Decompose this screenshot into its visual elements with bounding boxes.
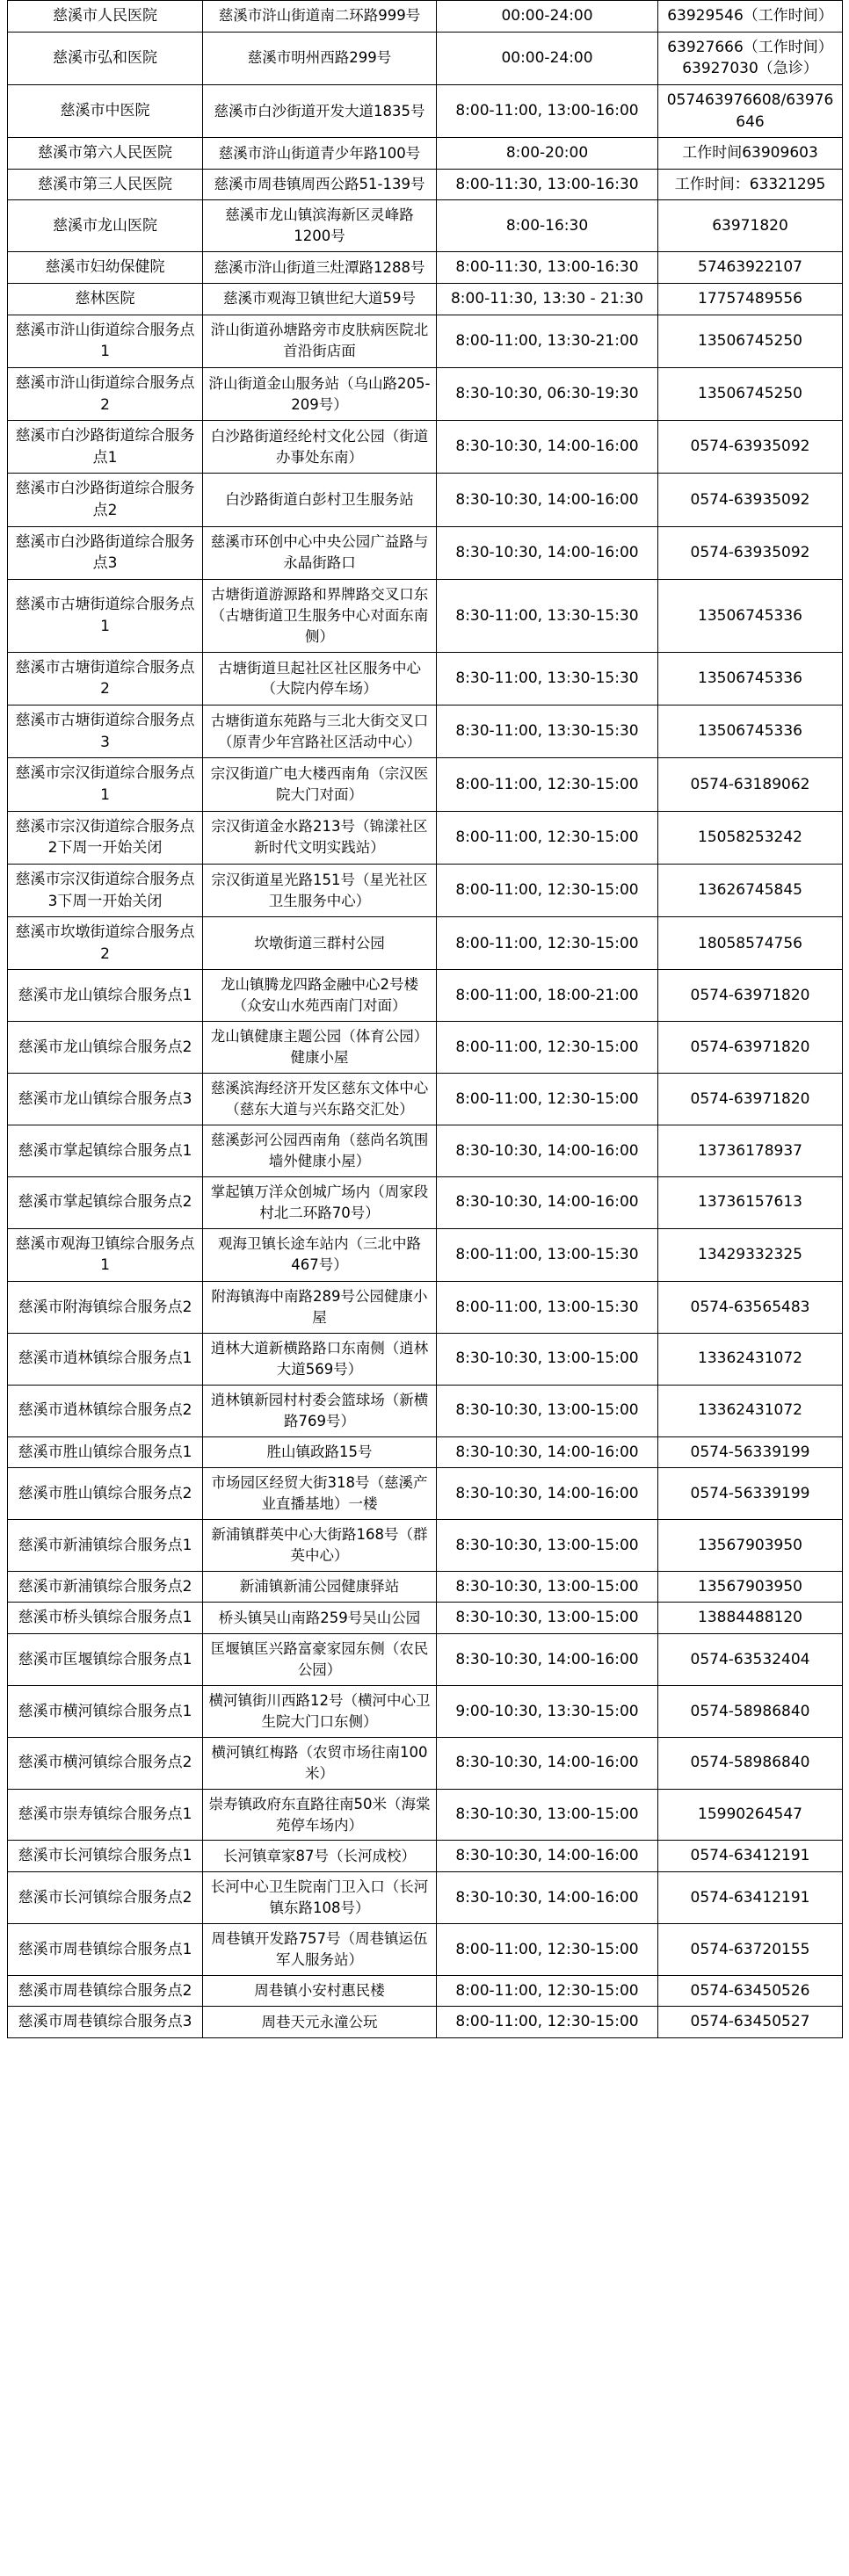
table-row	[8, 367, 843, 420]
cell-address: 新浦镇新浦公园健康驿站	[203, 1571, 437, 1603]
cell-phone: 0574-63935092	[658, 474, 843, 526]
cell-service-hours: 8:00-11:00, 12:30-15:00	[437, 811, 658, 864]
cell-address: 宗汉街道星光路151号（星光社区卫生服务中心）	[203, 864, 437, 916]
cell-address: 周巷镇开发路757号（周巷镇运伍军人服务站）	[203, 1923, 437, 1975]
cell-institution-name: 慈溪市第六人民医院	[8, 138, 203, 170]
cell-service-hours: 8:30-10:30, 13:00-15:00	[437, 1385, 658, 1436]
cell-phone: 0574-63532404	[658, 1634, 843, 1686]
cell-service-hours: 8:30-10:30, 14:00-16:00	[437, 474, 658, 526]
cell-phone: 17757489556	[658, 283, 843, 315]
cell-address: 逍林大道新横路路口东南侧（逍林大道569号）	[203, 1333, 437, 1385]
cell-address: 慈溪市浒山街道三灶潭路1288号	[203, 252, 437, 284]
cell-institution-name: 慈溪市古塘街道综合服务点2	[8, 652, 203, 705]
cell-institution-name: 慈溪市新浦镇综合服务点1	[8, 1519, 203, 1571]
table-row	[8, 864, 843, 916]
cell-phone: 0574-63971820	[658, 1022, 843, 1074]
cell-service-hours: 8:00-11:00, 12:30-15:00	[437, 917, 658, 970]
cell-service-hours: 8:00-11:30, 13:30 - 21:30	[437, 283, 658, 315]
cell-phone: 工作时间63909603	[658, 138, 843, 170]
cell-service-hours: 8:30-10:30, 14:00-16:00	[437, 1872, 658, 1924]
cell-institution-name: 慈溪市龙山镇综合服务点2	[8, 1022, 203, 1074]
cell-institution-name: 慈溪市周巷镇综合服务点2	[8, 1975, 203, 2007]
cell-institution-name: 慈溪市浒山街道综合服务点2	[8, 367, 203, 420]
cell-phone: 13506745250	[658, 367, 843, 420]
table-row	[8, 1022, 843, 1074]
cell-institution-name: 慈溪市掌起镇综合服务点2	[8, 1176, 203, 1228]
cell-address: 白沙路街道经纶村文化公园（街道办事处东南）	[203, 421, 437, 474]
cell-phone: 0574-63412191	[658, 1841, 843, 1872]
table-row	[8, 138, 843, 170]
cell-institution-name: 慈溪市横河镇综合服务点2	[8, 1737, 203, 1789]
table-row	[8, 84, 843, 137]
cell-address: 观海卫镇长途车站内（三北中路467号）	[203, 1228, 437, 1281]
table-row	[8, 1789, 843, 1841]
table-row	[8, 1841, 843, 1872]
cell-institution-name: 慈溪市妇幼保健院	[8, 252, 203, 284]
table-row	[8, 1872, 843, 1924]
cell-service-hours: 8:00-20:00	[437, 138, 658, 170]
cell-phone: 0574-58986840	[658, 1685, 843, 1737]
table-row	[8, 1571, 843, 1603]
table-row	[8, 811, 843, 864]
cell-service-hours: 8:00-16:30	[437, 200, 658, 252]
cell-address: 慈溪市浒山街道青少年路100号	[203, 138, 437, 170]
cell-address: 慈溪滨海经济开发区慈东文体中心（慈东大道与兴东路交汇处）	[203, 1074, 437, 1125]
cell-service-hours: 8:00-11:00, 12:30-15:00	[437, 1975, 658, 2007]
cell-phone: 63927666（工作时间）63927030（急诊）	[658, 32, 843, 84]
cell-service-hours: 8:00-11:00, 12:30-15:00	[437, 864, 658, 916]
table-row	[8, 1436, 843, 1468]
cell-phone: 0574-56339199	[658, 1436, 843, 1468]
cell-service-hours: 8:30-10:30, 14:00-16:00	[437, 1841, 658, 1872]
table-row	[8, 970, 843, 1022]
cell-institution-name: 慈溪市崇寿镇综合服务点1	[8, 1789, 203, 1841]
table-row	[8, 200, 843, 252]
cell-institution-name: 慈溪市周巷镇综合服务点3	[8, 2007, 203, 2038]
cell-address: 附海镇海中南路289号公园健康小屋	[203, 1281, 437, 1333]
cell-service-hours: 8:00-11:00, 13:30-21:00	[437, 315, 658, 367]
cell-service-hours: 8:30-10:30, 13:00-15:00	[437, 1603, 658, 1634]
cell-institution-name: 慈溪市龙山镇综合服务点1	[8, 970, 203, 1022]
cell-service-hours: 8:30-11:00, 13:30-15:30	[437, 580, 658, 653]
table-row	[8, 32, 843, 84]
cell-address: 龙山镇健康主题公园（体育公园）健康小屋	[203, 1022, 437, 1074]
cell-institution-name: 慈溪市宗汉街道综合服务点2下周一开始关闭	[8, 811, 203, 864]
cell-service-hours: 9:00-10:30, 13:30-15:00	[437, 1685, 658, 1737]
cell-address: 慈溪市观海卫镇世纪大道59号	[203, 283, 437, 315]
cell-institution-name: 慈林医院	[8, 283, 203, 315]
table-row	[8, 1333, 843, 1385]
cell-service-hours: 8:00-11:00, 12:30-15:00	[437, 758, 658, 811]
table-row	[8, 1176, 843, 1228]
cell-institution-name: 慈溪市胜山镇综合服务点2	[8, 1468, 203, 1520]
cell-phone: 0574-63935092	[658, 526, 843, 579]
cell-address: 浒山街道金山服务站（乌山路205-209号）	[203, 367, 437, 420]
cell-service-hours: 8:30-10:30, 14:00-16:00	[437, 1468, 658, 1520]
cell-institution-name: 慈溪市龙山镇综合服务点3	[8, 1074, 203, 1125]
table-row	[8, 1228, 843, 1281]
cell-institution-name: 慈溪市弘和医院	[8, 32, 203, 84]
cell-service-hours: 8:00-11:00, 13:00-15:30	[437, 1281, 658, 1333]
table-row	[8, 580, 843, 653]
table-row	[8, 421, 843, 474]
cell-institution-name: 慈溪市掌起镇综合服务点1	[8, 1125, 203, 1177]
cell-address: 逍林镇新园村村委会篮球场（新横路769号）	[203, 1385, 437, 1436]
cell-address: 桥头镇吴山南路259号吴山公园	[203, 1603, 437, 1634]
cell-institution-name: 慈溪市古塘街道综合服务点1	[8, 580, 203, 653]
cell-service-hours: 8:30-11:00, 13:30-15:30	[437, 706, 658, 758]
cell-institution-name: 慈溪市第三人民医院	[8, 169, 203, 200]
cell-institution-name: 慈溪市坎墩街道综合服务点2	[8, 917, 203, 970]
cell-institution-name: 慈溪市逍林镇综合服务点2	[8, 1385, 203, 1436]
cell-service-hours: 8:00-11:00, 12:30-15:00	[437, 1022, 658, 1074]
cell-address: 坎墩街道三群村公园	[203, 917, 437, 970]
cell-institution-name: 慈溪市宗汉街道综合服务点3下周一开始关闭	[8, 864, 203, 916]
table-body	[8, 1, 843, 2038]
cell-phone: 15058253242	[658, 811, 843, 864]
cell-institution-name: 慈溪市宗汉街道综合服务点1	[8, 758, 203, 811]
cell-phone: 13429332325	[658, 1228, 843, 1281]
cell-phone: 0574-63450526	[658, 1975, 843, 2007]
cell-service-hours: 8:30-10:30, 14:00-16:00	[437, 1634, 658, 1686]
cell-phone: 13567903950	[658, 1519, 843, 1571]
cell-service-hours: 8:30-10:30, 14:00-16:00	[437, 526, 658, 579]
cell-institution-name: 慈溪市新浦镇综合服务点2	[8, 1571, 203, 1603]
cell-phone: 0574-63971820	[658, 970, 843, 1022]
cell-phone: 13506745336	[658, 580, 843, 653]
cell-service-hours: 00:00-24:00	[437, 32, 658, 84]
cell-institution-name: 慈溪市逍林镇综合服务点1	[8, 1333, 203, 1385]
cell-institution-name: 慈溪市白沙路街道综合服务点3	[8, 526, 203, 579]
table-row	[8, 758, 843, 811]
table-row	[8, 1281, 843, 1333]
cell-service-hours: 8:30-10:30, 13:00-15:00	[437, 1789, 658, 1841]
cell-phone: 13506745250	[658, 315, 843, 367]
cell-address: 古塘街道游源路和界牌路交叉口东（古塘街道卫生服务中心对面东南侧）	[203, 580, 437, 653]
table-row	[8, 1737, 843, 1789]
cell-institution-name: 慈溪市龙山医院	[8, 200, 203, 252]
cell-phone: 13736178937	[658, 1125, 843, 1177]
table-row	[8, 169, 843, 200]
cell-address: 宗汉街道金水路213号（锦漾社区新时代文明实践站）	[203, 811, 437, 864]
cell-phone: 0574-63935092	[658, 421, 843, 474]
table-row	[8, 1634, 843, 1686]
cell-service-hours: 8:30-10:30, 13:00-15:00	[437, 1571, 658, 1603]
cell-address: 慈溪市白沙街道开发大道1835号	[203, 84, 437, 137]
cell-service-hours: 8:30-10:30, 14:00-16:00	[437, 1176, 658, 1228]
cell-address: 横河镇街川西路12号（横河中心卫生院大门口东侧）	[203, 1685, 437, 1737]
cell-phone: 工作时间：63321295	[658, 169, 843, 200]
cell-service-hours: 8:00-11:00, 13:00-15:30	[437, 1228, 658, 1281]
cell-address: 慈溪市明州西路299号	[203, 32, 437, 84]
table-row	[8, 917, 843, 970]
cell-service-hours: 8:00-11:00, 12:30-15:00	[437, 2007, 658, 2038]
cell-address: 长河镇章家87号（长河成校）	[203, 1841, 437, 1872]
cell-institution-name: 慈溪市横河镇综合服务点1	[8, 1685, 203, 1737]
cell-service-hours: 8:30-10:30, 14:00-16:00	[437, 1737, 658, 1789]
cell-service-hours: 8:30-10:30, 14:00-16:00	[437, 1436, 658, 1468]
cell-address: 崇寿镇政府东直路往南50米（海棠苑停车场内）	[203, 1789, 437, 1841]
cell-service-hours: 00:00-24:00	[437, 1, 658, 33]
cell-address: 宗汉街道广电大楼西南角（宗汉医院大门对面）	[203, 758, 437, 811]
cell-address: 长河中心卫生院南门卫入口（长河镇东路108号）	[203, 1872, 437, 1924]
cell-address: 慈溪市龙山镇滨海新区灵峰路1200号	[203, 200, 437, 252]
table-row	[8, 283, 843, 315]
cell-service-hours: 8:30-10:30, 13:00-15:00	[437, 1333, 658, 1385]
cell-phone: 63971820	[658, 200, 843, 252]
cell-phone: 0574-63189062	[658, 758, 843, 811]
cell-phone: 15990264547	[658, 1789, 843, 1841]
table-row	[8, 652, 843, 705]
table-row	[8, 252, 843, 284]
table-row	[8, 1074, 843, 1125]
cell-service-hours: 8:00-11:30, 13:00-16:30	[437, 169, 658, 200]
cell-institution-name: 慈溪市白沙路街道综合服务点1	[8, 421, 203, 474]
cell-institution-name: 慈溪市桥头镇综合服务点1	[8, 1603, 203, 1634]
cell-service-hours: 8:30-10:30, 14:00-16:00	[437, 1125, 658, 1177]
cell-institution-name: 慈溪市匡堰镇综合服务点1	[8, 1634, 203, 1686]
cell-institution-name: 慈溪市白沙路街道综合服务点2	[8, 474, 203, 526]
table-row	[8, 1685, 843, 1737]
table-row	[8, 1519, 843, 1571]
cell-institution-name: 慈溪市中医院	[8, 84, 203, 137]
cell-service-hours: 8:00-11:30, 13:00-16:30	[437, 252, 658, 284]
table-row	[8, 1923, 843, 1975]
cell-address: 慈溪市周巷镇周西公路51-139号	[203, 169, 437, 200]
cell-phone: 13884488120	[658, 1603, 843, 1634]
cell-phone: 0574-63412191	[658, 1872, 843, 1924]
table-row	[8, 1, 843, 33]
cell-phone: 0574-63565483	[658, 1281, 843, 1333]
table-row	[8, 526, 843, 579]
table-row	[8, 1385, 843, 1436]
cell-address: 周巷镇小安村惠民楼	[203, 1975, 437, 2007]
cell-institution-name: 慈溪市周巷镇综合服务点1	[8, 1923, 203, 1975]
cell-service-hours: 8:00-11:00, 12:30-15:00	[437, 1923, 658, 1975]
cell-institution-name: 慈溪市附海镇综合服务点2	[8, 1281, 203, 1333]
cell-institution-name: 慈溪市长河镇综合服务点1	[8, 1841, 203, 1872]
table-row	[8, 1603, 843, 1634]
cell-address: 古塘街道东苑路与三北大街交叉口（原青少年宫路社区活动中心）	[203, 706, 437, 758]
cell-address: 横河镇红梅路（农贸市场往南100米）	[203, 1737, 437, 1789]
cell-address: 新浦镇群英中心大街路168号（群英中心）	[203, 1519, 437, 1571]
cell-phone: 13362431072	[658, 1385, 843, 1436]
cell-phone: 63929546（工作时间）	[658, 1, 843, 33]
cell-address: 胜山镇政路15号	[203, 1436, 437, 1468]
cell-address: 慈溪市环创中心中央公园广益路与永晶街路口	[203, 526, 437, 579]
cell-service-hours: 8:00-11:00, 18:00-21:00	[437, 970, 658, 1022]
cell-service-hours: 8:00-11:00, 12:30-15:00	[437, 1074, 658, 1125]
cell-phone: 13626745845	[658, 864, 843, 916]
cell-phone: 0574-63971820	[658, 1074, 843, 1125]
cell-phone: 0574-63720155	[658, 1923, 843, 1975]
cell-address: 慈溪市浒山街道南二环路999号	[203, 1, 437, 33]
cell-service-hours: 8:30-10:30, 13:00-15:00	[437, 1519, 658, 1571]
cell-institution-name: 慈溪市长河镇综合服务点2	[8, 1872, 203, 1924]
cell-phone: 13736157613	[658, 1176, 843, 1228]
cell-institution-name: 慈溪市人民医院	[8, 1, 203, 33]
cell-address: 龙山镇腾龙四路金融中心2号楼（众安山水苑西南门对面）	[203, 970, 437, 1022]
cell-phone: 13506745336	[658, 706, 843, 758]
service-points-table	[7, 0, 843, 2038]
cell-service-hours: 8:30-10:30, 14:00-16:00	[437, 421, 658, 474]
cell-service-hours: 8:30-10:30, 06:30-19:30	[437, 367, 658, 420]
cell-address: 白沙路街道白彭村卫生服务站	[203, 474, 437, 526]
table-row	[8, 1468, 843, 1520]
cell-phone: 18058574756	[658, 917, 843, 970]
cell-address: 慈溪彭河公园西南角（慈尚名筑围墙外健康小屋）	[203, 1125, 437, 1177]
cell-phone: 0574-63450527	[658, 2007, 843, 2038]
cell-institution-name: 慈溪市浒山街道综合服务点1	[8, 315, 203, 367]
cell-phone: 0574-58986840	[658, 1737, 843, 1789]
cell-address: 古塘街道旦起社区社区服务中心（大院内停车场）	[203, 652, 437, 705]
cell-phone: 13506745336	[658, 652, 843, 705]
cell-phone: 13567903950	[658, 1571, 843, 1603]
table-row	[8, 706, 843, 758]
table-row	[8, 2007, 843, 2038]
cell-address: 匡堰镇匡兴路富豪家园东侧（农民公园）	[203, 1634, 437, 1686]
cell-phone: 57463922107	[658, 252, 843, 284]
cell-address: 周巷天元永潼公玩	[203, 2007, 437, 2038]
table-row	[8, 1125, 843, 1177]
table-row	[8, 474, 843, 526]
cell-service-hours: 8:30-11:00, 13:30-15:30	[437, 652, 658, 705]
cell-address: 市场园区经贸大街318号（慈溪产业直播基地）一楼	[203, 1468, 437, 1520]
table-row	[8, 1975, 843, 2007]
cell-institution-name: 慈溪市古塘街道综合服务点3	[8, 706, 203, 758]
cell-address: 浒山街道孙塘路旁市皮肤病医院北首沿街店面	[203, 315, 437, 367]
cell-address: 掌起镇万洋众创城广场内（周家段村北二环路70号）	[203, 1176, 437, 1228]
cell-service-hours: 8:00-11:00, 13:00-16:00	[437, 84, 658, 137]
cell-phone: 057463976608/63976646	[658, 84, 843, 137]
cell-institution-name: 慈溪市观海卫镇综合服务点1	[8, 1228, 203, 1281]
cell-phone: 0574-56339199	[658, 1468, 843, 1520]
cell-phone: 13362431072	[658, 1333, 843, 1385]
table-row	[8, 315, 843, 367]
cell-institution-name: 慈溪市胜山镇综合服务点1	[8, 1436, 203, 1468]
